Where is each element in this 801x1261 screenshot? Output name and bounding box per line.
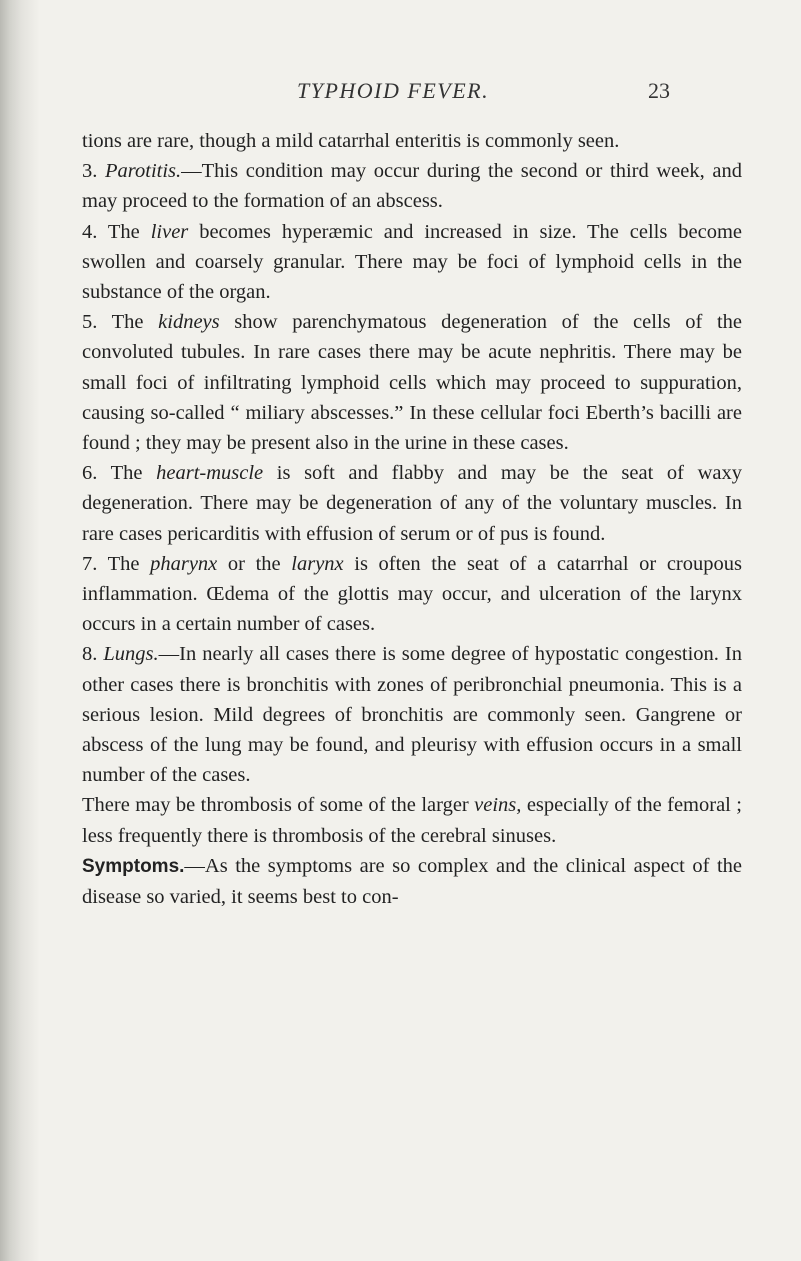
- paragraph-pharynx-larynx: [82, 549, 742, 640]
- paragraph-text: tions are rare, though a mild catarrhal enteritis is commonly seen.: [82, 130, 620, 152]
- paragraph-term: Lungs.: [103, 643, 159, 666]
- paragraph-term: veins,: [474, 794, 522, 817]
- paragraph-heart-muscle: [82, 458, 742, 549]
- body-text: [82, 126, 742, 912]
- paragraph-text: —As the symptoms are so complex and the clinical aspect of the disease so varied, it seems best to con-: [82, 854, 742, 909]
- paragraph-term: liver: [150, 220, 189, 243]
- paragraph-term: kidneys: [158, 311, 220, 334]
- paragraph-text: especially of the femoral ; less frequently there is thrombosis of the cerebral sinuses.: [82, 794, 742, 847]
- paragraph-lead: There may be thrombosis of some of the larger: [82, 794, 475, 817]
- paragraph-veins: [82, 790, 742, 850]
- paragraph-text: show parenchymatous degeneration of the cells of the convoluted tubules. In rare cases there may be acute nephritis. There may be small foci of infiltrating lymphoid cells which may proceed to suppuration, causing so-called “ miliary abscesses.” In these cellular foci Eberth’s bacilli are found ; they may be present also in the urine in these cases.: [82, 311, 742, 455]
- paragraph-text: is soft and flabby and may be the seat of waxy degeneration. There may be degeneration of any of the voluntary muscles. In rare cases pericarditis with effusion of serum or of pus is found.: [82, 462, 742, 545]
- paragraph-lead: 5. The: [82, 311, 159, 334]
- paragraph-lead: 4. The: [82, 220, 151, 243]
- paragraph-term: Parotitis.: [105, 160, 182, 183]
- paragraph-text: is often the seat of a catarrhal or croupous inflammation. Œdema of the glottis may occur, and ulceration of the larynx occurs in a certain number of cases.: [82, 552, 742, 636]
- page-number: 23: [648, 78, 670, 103]
- section-heading: Symptoms.: [82, 855, 185, 877]
- paragraph-kidneys: [82, 307, 742, 458]
- running-head: TYPHOID FEVER.: [297, 78, 490, 103]
- paragraph-lead: 3.: [82, 160, 106, 183]
- paragraph-term: pharynx: [150, 552, 218, 575]
- paragraph-mid: or the: [217, 552, 292, 575]
- paragraph-lead: 6. The: [82, 462, 157, 485]
- paragraph-text: —This condition may occur during the second or third week, and may proceed to the formation of an abscess.: [82, 160, 742, 213]
- paragraph-symptoms: [82, 851, 742, 912]
- paragraph-parotitis: [82, 156, 742, 216]
- paragraph-term-2: larynx: [291, 552, 344, 575]
- page-header: [0, 78, 801, 110]
- paragraph-text: —In nearly all cases there is some degree of hypostatic congestion. In other cases there is bronchitis with zones of peribronchial pneumonia. This is a serious lesion. Mild degrees of bronchitis are commonly seen. Gangrene or abscess of the lung may be found, and pleurisy with effusion occurs in a small number of the cases.: [82, 643, 743, 787]
- paragraph-continuation: [82, 126, 742, 156]
- paragraph-lead: 7. The: [82, 552, 151, 575]
- paragraph-liver: [82, 217, 742, 308]
- paragraph-term: heart-muscle: [156, 462, 264, 485]
- paragraph-lungs: [82, 639, 742, 790]
- paragraph-text: becomes hyperæmic and increased in size. The cells become swollen and coarsely granular. There may be foci of lymphoid cells in the substance of the organ.: [82, 220, 742, 304]
- paragraph-lead: 8.: [82, 643, 104, 666]
